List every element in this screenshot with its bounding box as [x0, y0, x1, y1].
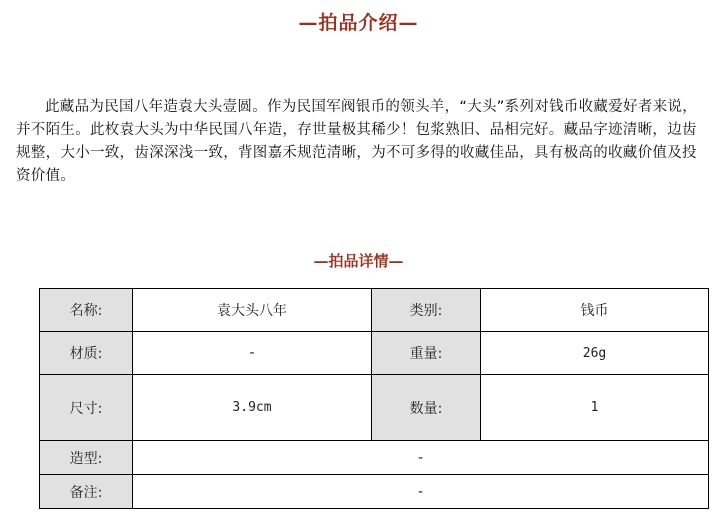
section-title-introduction: —拍品介绍— [298, 12, 419, 34]
label-quantity: 数量: [372, 375, 481, 441]
label-weight: 重量: [372, 332, 481, 375]
table-row [40, 475, 709, 509]
value-shape: - [133, 441, 709, 475]
table-row [40, 375, 709, 441]
table-row [40, 332, 709, 375]
section-title-details: —拍品详情— [313, 252, 404, 270]
value-quantity: 1 [481, 375, 709, 441]
value-name: 袁大头八年 [133, 289, 372, 332]
label-material: 材质: [40, 332, 133, 375]
label-remarks: 备注: [40, 475, 133, 509]
table-row [40, 441, 709, 475]
value-category: 钱币 [481, 289, 709, 332]
value-weight: 26g [481, 332, 709, 375]
value-remarks: - [133, 475, 709, 509]
label-name: 名称: [40, 289, 133, 332]
details-table [39, 288, 709, 509]
label-shape: 造型: [40, 441, 133, 475]
value-size: 3.9cm [133, 375, 372, 441]
table-row [40, 289, 709, 332]
label-category: 类别: [372, 289, 481, 332]
label-size: 尺寸: [40, 375, 133, 441]
introduction-paragraph: 此藏品为民国八年造袁大头壹圆。作为民国军阀银币的领头羊，“大头”系列对钱币收藏爱好者来说，并不陌生。此枚袁大头为中华民国八年造，存世量极其稀少！包浆熟旧、品相完好。藏品字迹清晰，边齿规整，大小一致，齿深深浅一致，背图嘉禾规范清晰，为不可多得的收藏佳品，具有极高的收藏价值及投资价值。 [16, 99, 698, 184]
value-material: - [133, 332, 372, 375]
